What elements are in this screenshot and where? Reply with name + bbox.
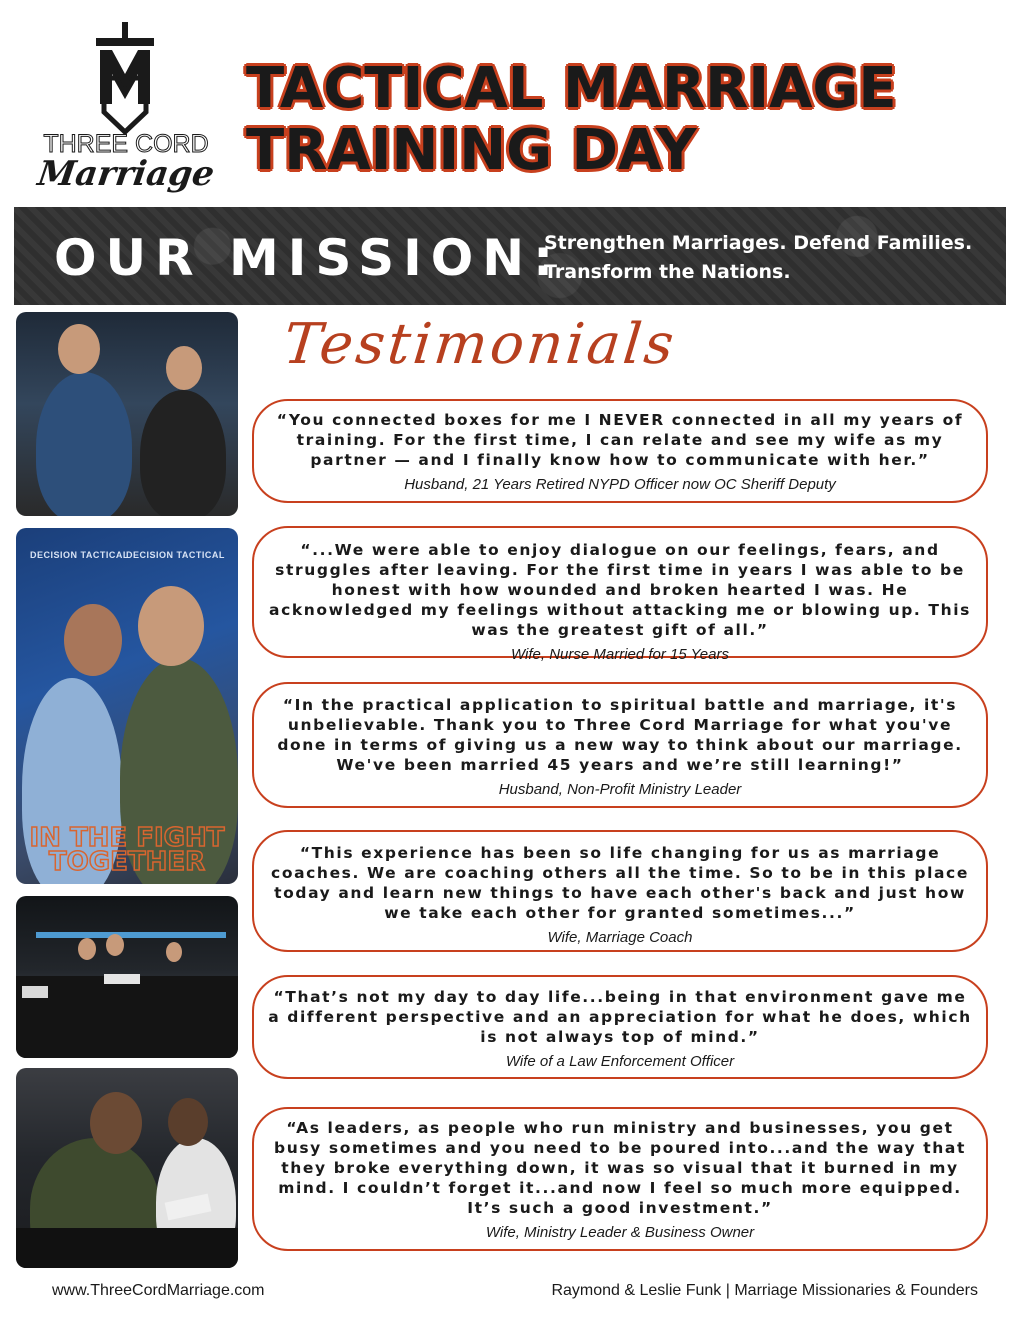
- testimonial-quote: “...We were able to enjoy dialogue on our feelings, fears, and struggles after leaving. For the first time in years I was able to be honest with how wounded and broken hearted I was. He acknowledged my feelings without attacking me or blowing up. This was the greatest gift of all.”: [269, 541, 971, 639]
- testimonial-quote: “As leaders, as people who run ministry and businesses, you get busy sometimes and you need to be poured into...and the way that they broke everything down, it was so visual that it burned in my mind. I couldn’t forget it...and now I feel so much more equipped. It’s such a good investment.”: [274, 1119, 966, 1217]
- brand-tag-left: DECISION TACTICAL: [30, 550, 129, 560]
- testimonial-quote: “You connected boxes for me I NEVER connected in all my years of training. For the first time, I can relate and see my wife as my partner — and I finally know how to communicate with her.”: [276, 411, 964, 469]
- mission-line-1: Strengthen Marriages. Defend Families.: [544, 232, 973, 254]
- three-cord-marriage-logo: [22, 22, 228, 198]
- testimonial-attribution: Wife, Nurse Married for 15 Years: [510, 646, 729, 663]
- overlay-caption: [22, 823, 232, 877]
- testimonial-card: [252, 682, 988, 808]
- testimonial-quote: “That’s not my day to day life...being in that environment gave me a different perspective and an appreciation for what he does, which is not always top of mind.”: [268, 988, 972, 1046]
- sword-monogram-icon: [88, 22, 162, 134]
- photo-workshop-participants: [16, 1068, 238, 1268]
- title-line-1: TACTICAL MARRIAGE: [246, 56, 897, 121]
- logo-wordmark: THREE CORD: [43, 130, 209, 158]
- mission-line-2: Transform the Nations.: [544, 261, 791, 283]
- testimonial-quote: “In the practical application to spiritual battle and marriage, it's unbelievable. Thank you to Three Cord Marriage for what you've done in terms of giving us a new way to think about our marriage. We've been married 45 years and we’re still learning!”: [277, 696, 963, 774]
- mission-banner: [14, 207, 1006, 305]
- photo-couple-holding-hands: [16, 312, 238, 516]
- testimonial-attribution: Wife, Ministry Leader & Business Owner: [485, 1224, 755, 1241]
- testimonial-attribution: Wife of a Law Enforcement Officer: [505, 1053, 735, 1070]
- testimonial-card: [252, 399, 988, 503]
- mission-label: OUR MISSION:: [54, 229, 563, 287]
- testimonials-heading: Testimonials: [280, 312, 680, 377]
- testimonial-attribution: Husband, Non-Profit Ministry Leader: [498, 781, 742, 798]
- founders-credit: Raymond & Leslie Funk | Marriage Missionaries & Founders: [551, 1282, 978, 1299]
- overlay-line-2: TOGETHER: [48, 847, 206, 877]
- testimonial-quote: “This experience has been so life changing for us as marriage coaches. We are coaching others all the time. So to be in this place today and learn new things to have each other's back and just how we take each other for granted sometimes...”: [271, 844, 969, 922]
- testimonial-attribution: Wife, Marriage Coach: [547, 929, 693, 946]
- testimonial-attribution: Husband, 21 Years Retired NYPD Officer now OC Sheriff Deputy: [404, 476, 836, 493]
- logo-script-wordmark: Marriage: [35, 154, 217, 194]
- testimonial-card: [252, 1107, 988, 1251]
- page-title: [246, 58, 986, 182]
- photo-in-the-fight-together: [16, 528, 238, 884]
- overlay-line-1: IN THE FIGHT: [29, 823, 225, 853]
- website-link[interactable]: www.ThreeCordMarriage.com: [52, 1282, 265, 1299]
- title-line-2: TRAINING DAY: [246, 118, 697, 183]
- testimonial-card: [252, 975, 988, 1079]
- testimonial-card: [252, 526, 988, 663]
- photo-training-room: [16, 896, 238, 1058]
- testimonial-card: [252, 830, 988, 952]
- mission-statement: [544, 229, 972, 287]
- brand-tag-right: DECISION TACTICAL: [126, 550, 225, 560]
